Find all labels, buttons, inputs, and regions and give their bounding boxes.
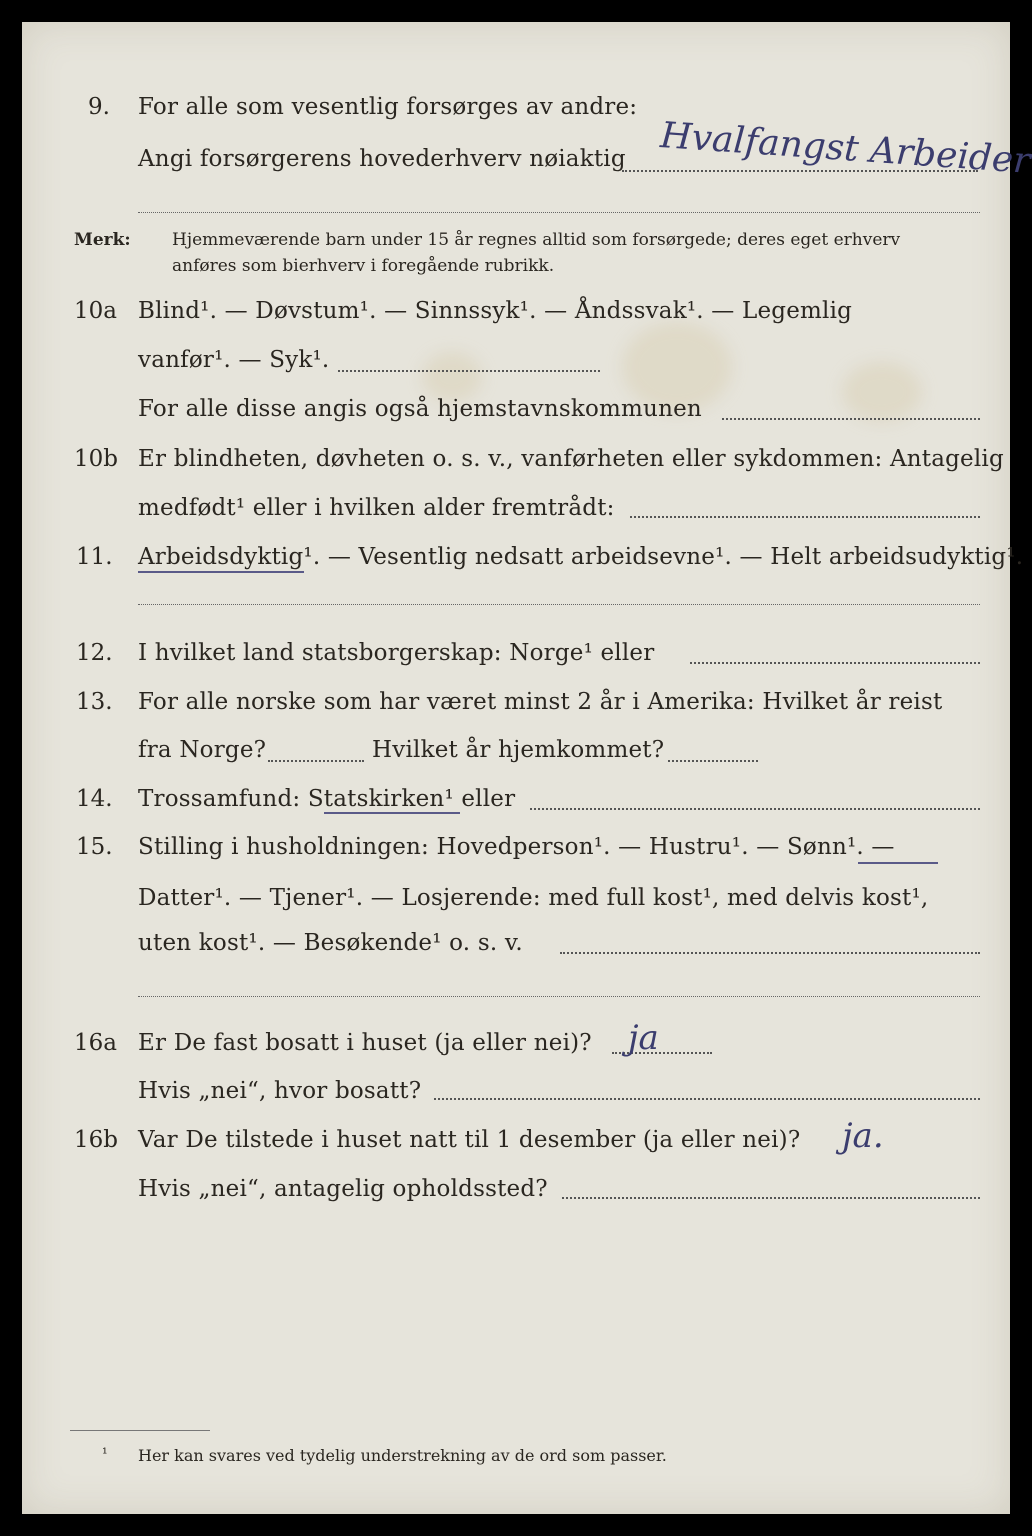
merk-label: Merk: — [74, 230, 131, 250]
q10a-line3: For alle disse angis også hjemstavnskommunen — [138, 396, 702, 422]
q16b-handwritten-answer: ja. — [842, 1116, 884, 1156]
q16a-line2: Hvis „nei“, hvor bosatt? — [138, 1078, 422, 1104]
q10b-line1: Er blindheten, døvheten o. s. v., vanførheten eller sykdommen: Antagelig — [138, 446, 1004, 472]
q11-line1: Arbeidsdyktig¹. — Vesentlig nedsatt arbeidsevne¹. — Helt arbeidsudyktig¹. — [138, 544, 1024, 570]
q16a-number: 16a — [74, 1030, 117, 1056]
q13-number: 13. — [76, 689, 113, 715]
q11-handwritten-underline — [138, 571, 304, 573]
q9-line2: Angi forsørgerens hovederhverv nøiaktig — [138, 146, 626, 172]
merk-text-1: Hjemmeværende barn under 15 år regnes alltid som forsørgede; deres eget erhverv — [172, 230, 901, 250]
q12-number: 12. — [76, 640, 113, 666]
q15-line3: uten kost¹. — Besøkende¹ o. s. v. — [138, 930, 523, 956]
q15-number: 15. — [76, 834, 113, 860]
q10b-line2: medfødt¹ eller i hvilken alder fremtrådt: — [138, 495, 615, 521]
q11-number: 11. — [76, 544, 113, 570]
q14-fill — [530, 808, 980, 810]
footnote-mark: ¹ — [102, 1446, 108, 1462]
q14-handwritten-underline — [324, 812, 460, 814]
q10a-line1: Blind¹. — Døvstum¹. — Sinnssyk¹. — Åndssvak¹. — Legemlig — [138, 298, 853, 324]
q15-line1: Stilling i husholdningen: Hovedperson¹. — Hustru¹. — Sønn¹. — — [138, 834, 895, 860]
q10a-number: 10a — [74, 298, 117, 324]
q9-continuation-line — [138, 212, 980, 213]
q13-year-return-fill — [668, 760, 758, 762]
q13-year-left-fill — [268, 760, 364, 762]
q15-handwritten-underline — [858, 862, 938, 864]
footnote-rule — [70, 1430, 210, 1431]
q10a-line2: vanfør¹. — Syk¹. — [138, 347, 330, 373]
q10a-line3-fill — [722, 418, 980, 420]
q16a-fill — [612, 1052, 712, 1054]
q13-line2a: fra Norge? — [138, 737, 267, 763]
q13-line2b: Hvilket år hjemkommet? — [372, 737, 665, 763]
q15-line2: Datter¹. — Tjener¹. — Losjerende: med full kost¹, med delvis kost¹, — [138, 885, 929, 911]
q10b-line2-fill — [630, 516, 980, 518]
q11-continuation-line — [138, 604, 980, 605]
q16b-number: 16b — [74, 1127, 118, 1153]
q16b-line2: Hvis „nei“, antagelig opholdssted? — [138, 1176, 548, 1202]
merk-text-2: anføres som bierhverv i foregående rubrikk. — [172, 256, 555, 276]
q14-line1: Trossamfund: Statskirken¹ eller — [138, 786, 516, 812]
q15-continuation-line — [138, 996, 980, 997]
q16b-line2-fill — [562, 1197, 980, 1199]
q15-fill — [560, 952, 980, 954]
q9-handwritten-answer: Hvalfangst Arbeider — [659, 115, 1032, 182]
q12-fill — [690, 662, 980, 664]
q16b-line1: Var De tilstede i huset natt til 1 desember (ja eller nei)? — [138, 1127, 801, 1153]
q9-line1: For alle som vesentlig forsørges av andre: — [138, 94, 638, 120]
q10a-line2-fill — [338, 370, 600, 372]
q16a-handwritten-answer: ja — [628, 1018, 659, 1058]
footnote-text: Her kan svares ved tydelig understrekning av de ord som passer. — [138, 1446, 667, 1465]
q13-line1: For alle norske som har været minst 2 år i Amerika: Hvilket år reist — [138, 689, 943, 715]
q16a-line2-fill — [434, 1098, 980, 1100]
q10b-number: 10b — [74, 446, 118, 472]
q9-number: 9. — [88, 94, 110, 120]
q12-line1: I hvilket land statsborgerskap: Norge¹ eller — [138, 640, 655, 666]
q14-number: 14. — [76, 786, 113, 812]
q16a-line1: Er De fast bosatt i huset (ja eller nei)? — [138, 1030, 592, 1056]
